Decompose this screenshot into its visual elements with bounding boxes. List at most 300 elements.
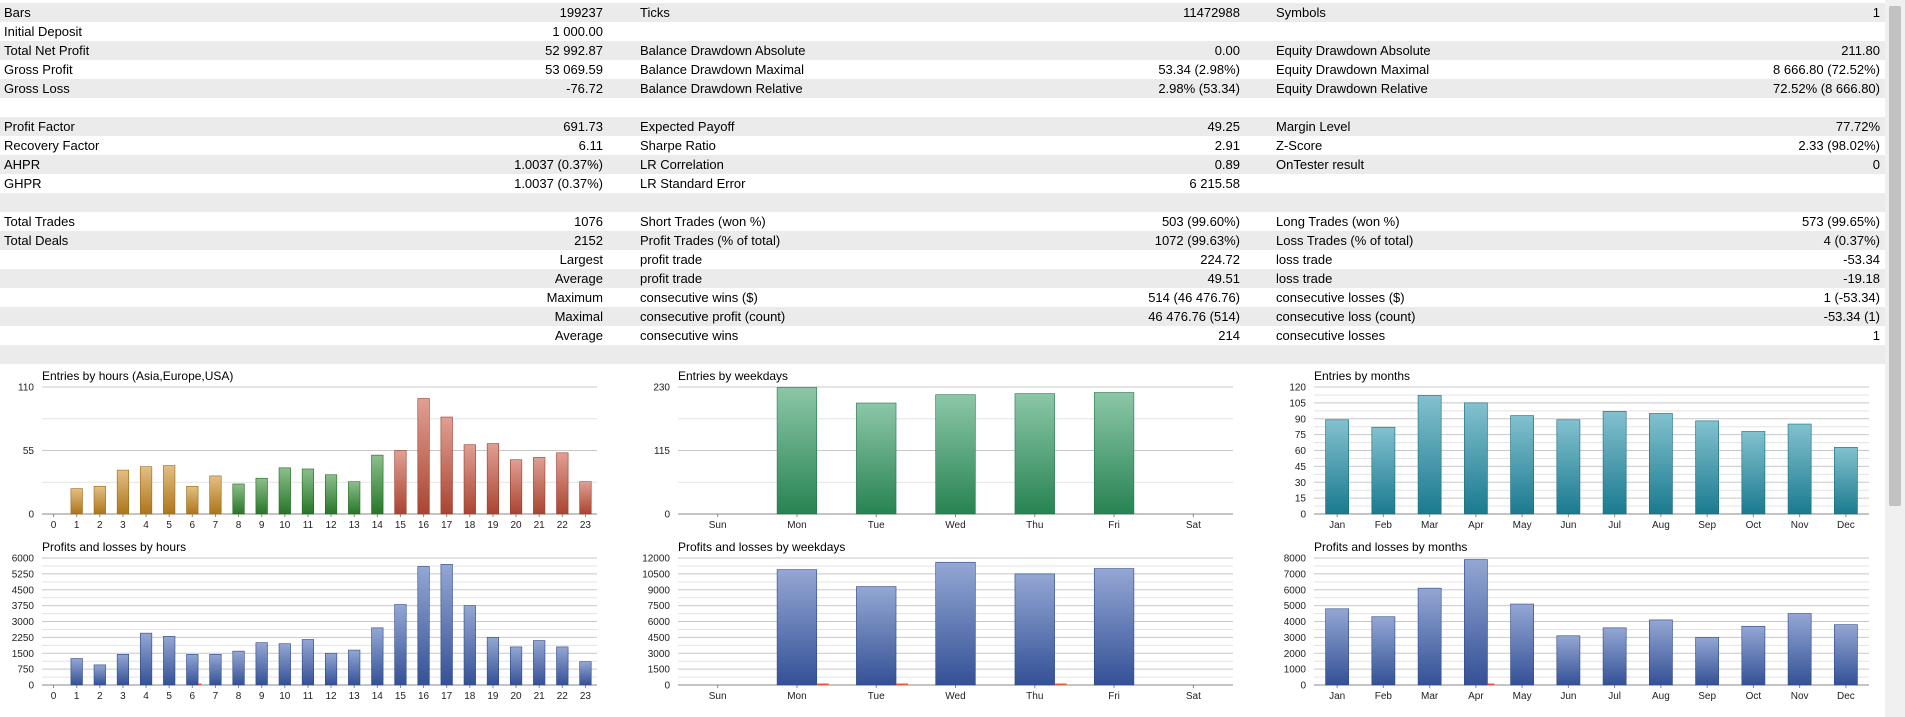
stat-label: consecutive loss (count) bbox=[1276, 309, 1416, 324]
profits-losses-by-hours-chart bbox=[0, 538, 600, 708]
bar bbox=[372, 628, 384, 685]
x-tick-label: 20 bbox=[510, 691, 522, 702]
x-tick-label: Apr bbox=[1468, 520, 1484, 531]
y-tick-label: 75 bbox=[1294, 430, 1306, 442]
bar bbox=[1094, 569, 1134, 685]
stat-value: 53 069.59 bbox=[545, 62, 603, 77]
bar bbox=[1464, 560, 1487, 685]
chart-title: Entries by weekdays bbox=[678, 369, 789, 383]
chart-title: Profits and losses by hours bbox=[42, 540, 187, 554]
x-tick-label: 5 bbox=[166, 691, 172, 702]
bar bbox=[325, 475, 337, 514]
chart-title: Profits and losses by weekdays bbox=[678, 540, 846, 554]
y-tick-label: 5250 bbox=[11, 569, 34, 581]
bar bbox=[348, 650, 360, 685]
x-tick-label: Oct bbox=[1745, 691, 1762, 702]
x-tick-label: Sun bbox=[708, 691, 727, 702]
x-tick-label: Fri bbox=[1108, 520, 1120, 531]
stat-value: 214 bbox=[1218, 328, 1240, 343]
x-tick-label: Mon bbox=[787, 691, 807, 702]
stat-value: 2.91 bbox=[1214, 138, 1240, 153]
bar bbox=[441, 564, 453, 685]
bar bbox=[395, 451, 407, 515]
y-tick-label: 2000 bbox=[1283, 648, 1306, 660]
x-tick-label: 17 bbox=[441, 520, 453, 531]
stat-label: Margin Level bbox=[1276, 119, 1351, 134]
bar bbox=[580, 482, 592, 514]
x-tick-label: 16 bbox=[418, 691, 430, 702]
stats-row bbox=[0, 155, 1885, 174]
chart-canvas bbox=[0, 367, 600, 537]
bar bbox=[302, 469, 314, 514]
x-tick-label: 23 bbox=[579, 691, 591, 702]
x-tick-label: 7 bbox=[212, 691, 219, 702]
stat-value: 72.52% (8 666.80) bbox=[1773, 81, 1880, 96]
chart-title: Profits and losses by months bbox=[1314, 540, 1468, 554]
x-tick-label: Jun bbox=[1560, 691, 1577, 702]
bar bbox=[94, 665, 106, 685]
x-tick-label: Aug bbox=[1651, 520, 1670, 531]
x-tick-label: 2 bbox=[97, 691, 103, 702]
x-tick-label: 16 bbox=[418, 520, 430, 531]
stat-value: 211.80 bbox=[1841, 43, 1880, 58]
x-tick-label: 10 bbox=[279, 520, 291, 531]
y-tick-label: 6000 bbox=[647, 617, 670, 628]
stat-value: 0.89 bbox=[1214, 157, 1240, 172]
x-tick-label: 9 bbox=[258, 520, 265, 531]
stat-value: 573 (99.65%) bbox=[1801, 214, 1880, 229]
bar bbox=[94, 486, 106, 514]
stat-label: Total Deals bbox=[4, 233, 69, 248]
x-tick-label: 13 bbox=[348, 520, 360, 531]
stat-label: AHPR bbox=[4, 157, 41, 172]
x-tick-label: Aug bbox=[1651, 691, 1670, 702]
stat-label: LR Correlation bbox=[640, 157, 724, 172]
stat-value: 53.34 (2.98%) bbox=[1158, 62, 1240, 77]
x-tick-label: Nov bbox=[1790, 691, 1809, 702]
x-tick-label: 20 bbox=[510, 520, 522, 531]
bar bbox=[1788, 424, 1811, 514]
bar bbox=[1015, 574, 1055, 685]
stat-value: Maximum bbox=[546, 290, 603, 305]
bar bbox=[210, 476, 222, 514]
entries-by-months-chart bbox=[1272, 367, 1872, 537]
x-tick-label: 12 bbox=[325, 520, 337, 531]
stats-row bbox=[0, 307, 1885, 326]
bar bbox=[372, 455, 384, 514]
stats-row bbox=[0, 231, 1885, 250]
bar bbox=[1603, 411, 1626, 514]
loss-bar bbox=[198, 684, 201, 686]
bar bbox=[1372, 617, 1395, 685]
x-tick-label: Jan bbox=[1329, 520, 1346, 531]
stats-row bbox=[0, 288, 1885, 307]
x-tick-label: Wed bbox=[945, 691, 966, 702]
x-tick-label: 2 bbox=[97, 520, 103, 531]
x-tick-label: Wed bbox=[945, 520, 966, 531]
x-tick-label: 4 bbox=[143, 691, 149, 702]
y-tick-label: 1500 bbox=[647, 664, 670, 676]
y-tick-label: 230 bbox=[653, 382, 670, 394]
y-tick-label: 6000 bbox=[1283, 585, 1306, 597]
entries-by-hours-chart bbox=[0, 367, 600, 537]
stat-value: 1 000.00 bbox=[552, 24, 603, 39]
x-tick-label: 0 bbox=[50, 520, 57, 531]
y-tick-label: 3000 bbox=[1283, 632, 1306, 644]
x-tick-label: 12 bbox=[325, 691, 337, 702]
y-tick-label: 15 bbox=[1294, 493, 1306, 505]
loss-bar bbox=[1055, 684, 1067, 686]
bar bbox=[1557, 420, 1580, 514]
stat-value: 1072 (99.63%) bbox=[1154, 233, 1240, 248]
bar bbox=[557, 647, 569, 685]
y-tick-label: 4000 bbox=[1283, 617, 1306, 628]
loss-bar bbox=[1487, 684, 1494, 686]
bar bbox=[441, 417, 453, 514]
x-tick-label: 19 bbox=[487, 691, 499, 702]
y-tick-label: 5000 bbox=[1283, 601, 1306, 613]
stat-value: Maximal bbox=[554, 309, 603, 324]
stat-label: Bars bbox=[4, 5, 31, 20]
stat-value: 52 992.87 bbox=[545, 43, 603, 58]
x-tick-label: 13 bbox=[348, 691, 360, 702]
x-tick-label: 18 bbox=[464, 691, 476, 702]
y-tick-label: 0 bbox=[28, 680, 34, 692]
x-tick-label: 22 bbox=[556, 520, 568, 531]
x-tick-label: Dec bbox=[1836, 520, 1855, 531]
bar bbox=[117, 654, 129, 685]
bar bbox=[557, 453, 569, 514]
bar bbox=[1788, 614, 1811, 685]
stats-row bbox=[0, 250, 1885, 269]
stat-label: consecutive losses ($) bbox=[1276, 290, 1405, 305]
bar bbox=[210, 654, 222, 685]
x-tick-label: 19 bbox=[487, 520, 499, 531]
bar bbox=[510, 647, 522, 685]
y-tick-label: 45 bbox=[1294, 461, 1306, 473]
x-tick-label: 21 bbox=[533, 520, 545, 531]
y-tick-label: 115 bbox=[654, 446, 670, 457]
bar bbox=[348, 482, 360, 514]
bar bbox=[71, 489, 83, 514]
chart-title: Entries by hours (Asia,Europe,USA) bbox=[42, 369, 234, 383]
bar bbox=[302, 639, 314, 685]
bar bbox=[71, 659, 83, 685]
stat-value: -19.18 bbox=[1843, 271, 1880, 286]
bar bbox=[163, 636, 175, 685]
bar bbox=[1372, 427, 1395, 514]
stats-row bbox=[0, 193, 1885, 212]
profits-losses-by-weekdays-chart bbox=[636, 538, 1236, 708]
x-tick-label: 23 bbox=[579, 520, 591, 531]
y-tick-label: 0 bbox=[664, 509, 670, 521]
stat-value: Average bbox=[554, 328, 603, 343]
stats-row bbox=[0, 60, 1885, 79]
y-tick-label: 7000 bbox=[1283, 569, 1306, 581]
chart-canvas bbox=[0, 538, 600, 708]
stat-label: profit trade bbox=[640, 252, 703, 267]
bar bbox=[936, 395, 976, 514]
bar bbox=[140, 467, 152, 514]
bar bbox=[1326, 609, 1349, 685]
bar bbox=[1649, 413, 1672, 514]
bar bbox=[1094, 393, 1134, 514]
chart-title: Entries by months bbox=[1314, 369, 1411, 383]
stat-value: 6 215.58 bbox=[1189, 176, 1240, 191]
stat-label: Total Trades bbox=[4, 214, 75, 229]
bar bbox=[777, 570, 817, 685]
stat-value: -53.34 bbox=[1843, 252, 1880, 267]
stat-value: 1 bbox=[1872, 328, 1880, 343]
stat-label: consecutive wins ($) bbox=[640, 290, 758, 305]
y-tick-label: 4500 bbox=[11, 585, 34, 597]
x-tick-label: 3 bbox=[120, 691, 126, 702]
y-tick-label: 90 bbox=[1294, 414, 1306, 426]
y-tick-label: 30 bbox=[1294, 477, 1306, 489]
x-tick-label: Tue bbox=[867, 520, 885, 531]
y-tick-label: 750 bbox=[17, 664, 34, 676]
stat-value: 199237 bbox=[559, 5, 603, 20]
bar bbox=[580, 662, 592, 685]
stats-row bbox=[0, 22, 1885, 41]
x-tick-label: Feb bbox=[1374, 520, 1392, 531]
x-tick-label: 11 bbox=[302, 691, 314, 702]
x-tick-label: Fri bbox=[1108, 691, 1120, 702]
bar bbox=[163, 466, 175, 514]
x-tick-label: 1 bbox=[73, 520, 80, 531]
x-tick-label: Mon bbox=[787, 520, 807, 531]
x-tick-label: Sep bbox=[1698, 691, 1717, 702]
bar bbox=[1015, 394, 1055, 514]
bar bbox=[418, 566, 430, 685]
stat-value: 2.33 (98.02%) bbox=[1798, 138, 1880, 153]
stat-label: Z-Score bbox=[1276, 138, 1323, 153]
x-tick-label: 6 bbox=[189, 520, 196, 531]
x-tick-label: Mar bbox=[1421, 691, 1439, 702]
chart-canvas bbox=[636, 538, 1236, 708]
loss-bar bbox=[896, 684, 908, 686]
x-tick-label: Thu bbox=[1026, 520, 1044, 531]
bar bbox=[418, 399, 430, 514]
stat-value: -76.72 bbox=[566, 81, 603, 96]
stats-row bbox=[0, 212, 1885, 231]
x-tick-label: 15 bbox=[394, 520, 406, 531]
bar bbox=[1834, 447, 1857, 514]
bar bbox=[279, 468, 291, 514]
y-tick-label: 120 bbox=[1289, 382, 1306, 394]
stats-row bbox=[0, 326, 1885, 345]
stat-label: loss trade bbox=[1276, 271, 1333, 286]
x-tick-label: Thu bbox=[1026, 691, 1044, 702]
x-tick-label: 0 bbox=[50, 691, 57, 702]
bar bbox=[777, 388, 817, 514]
x-tick-label: Sat bbox=[1185, 691, 1201, 702]
bar bbox=[1464, 403, 1487, 514]
stat-value: 0.00 bbox=[1214, 43, 1240, 58]
stat-label: Recovery Factor bbox=[4, 138, 100, 153]
bar bbox=[233, 484, 245, 514]
y-tick-label: 0 bbox=[28, 509, 34, 521]
x-tick-label: 6 bbox=[189, 691, 196, 702]
bar bbox=[464, 606, 476, 685]
y-tick-label: 3750 bbox=[11, 601, 34, 613]
y-tick-label: 3000 bbox=[647, 648, 670, 660]
bar bbox=[1696, 421, 1719, 514]
stat-value: 49.25 bbox=[1207, 119, 1240, 134]
stat-value: Largest bbox=[559, 252, 603, 267]
bar bbox=[533, 641, 545, 685]
y-tick-label: 1000 bbox=[1283, 664, 1306, 676]
y-tick-label: 4500 bbox=[647, 632, 670, 644]
stat-label: Equity Drawdown Absolute bbox=[1276, 43, 1431, 58]
y-tick-label: 9000 bbox=[647, 585, 670, 597]
bar bbox=[487, 444, 499, 514]
bar bbox=[279, 644, 291, 685]
chart-canvas bbox=[1272, 367, 1872, 537]
x-tick-label: May bbox=[1512, 520, 1532, 531]
stat-value: 1.0037 (0.37%) bbox=[514, 176, 603, 191]
x-tick-label: 22 bbox=[556, 691, 568, 702]
stat-label: OnTester result bbox=[1276, 157, 1365, 172]
stat-value: 1 (-53.34) bbox=[1823, 290, 1880, 305]
stat-label: consecutive wins bbox=[640, 328, 739, 343]
stat-value: 6.11 bbox=[578, 138, 603, 153]
x-tick-label: Jun bbox=[1560, 520, 1577, 531]
x-tick-label: 11 bbox=[302, 520, 314, 531]
x-tick-label: Mar bbox=[1421, 520, 1439, 531]
x-tick-label: 8 bbox=[235, 520, 242, 531]
stat-label: Balance Drawdown Absolute bbox=[640, 43, 806, 58]
x-tick-label: 14 bbox=[371, 691, 383, 702]
bar bbox=[1326, 420, 1349, 514]
bar bbox=[256, 478, 268, 514]
stat-value: 0 bbox=[1872, 157, 1880, 172]
stats-row bbox=[0, 345, 1885, 364]
stat-value: 514 (46 476.76) bbox=[1148, 290, 1240, 305]
stat-value: 49.51 bbox=[1207, 271, 1240, 286]
stats-row bbox=[0, 136, 1885, 155]
x-tick-label: Feb bbox=[1374, 691, 1392, 702]
vertical-scrollbar[interactable] bbox=[1885, 0, 1905, 717]
bar bbox=[1742, 431, 1765, 514]
chart-canvas bbox=[636, 367, 1236, 537]
statistics-table bbox=[0, 3, 1885, 364]
bar bbox=[1742, 626, 1765, 685]
x-tick-label: 3 bbox=[120, 520, 126, 531]
bar bbox=[325, 653, 337, 685]
x-tick-label: Sep bbox=[1698, 520, 1717, 531]
bar bbox=[464, 445, 476, 514]
stat-label: GHPR bbox=[4, 176, 42, 191]
x-tick-label: Jul bbox=[1608, 691, 1622, 702]
stats-row bbox=[0, 98, 1885, 117]
x-tick-label: 14 bbox=[371, 520, 383, 531]
stat-label: Short Trades (won %) bbox=[640, 214, 766, 229]
y-tick-label: 7500 bbox=[647, 601, 670, 613]
x-tick-label: Jul bbox=[1608, 520, 1622, 531]
bar bbox=[1696, 637, 1719, 685]
x-tick-label: Sat bbox=[1185, 520, 1201, 531]
stat-label: Long Trades (won %) bbox=[1276, 214, 1400, 229]
x-tick-label: 5 bbox=[166, 520, 172, 531]
bar bbox=[1649, 620, 1672, 685]
stat-label: Balance Drawdown Relative bbox=[640, 81, 803, 96]
x-tick-label: Apr bbox=[1468, 691, 1484, 702]
stat-value: 691.73 bbox=[563, 119, 603, 134]
x-tick-label: Nov bbox=[1790, 520, 1809, 531]
bar bbox=[487, 637, 499, 685]
stat-label: Gross Loss bbox=[4, 81, 70, 96]
y-tick-label: 0 bbox=[1300, 509, 1306, 521]
bar bbox=[856, 403, 896, 514]
y-tick-label: 110 bbox=[18, 382, 34, 394]
y-tick-label: 0 bbox=[1300, 680, 1306, 692]
scrollbar-thumb[interactable] bbox=[1889, 6, 1901, 506]
bar bbox=[1511, 416, 1534, 514]
stat-label: profit trade bbox=[640, 271, 703, 286]
y-tick-label: 55 bbox=[22, 446, 34, 457]
stat-label: Profit Factor bbox=[4, 119, 75, 134]
stat-value: -53.34 (1) bbox=[1823, 309, 1880, 324]
bar bbox=[1603, 628, 1626, 685]
bar bbox=[533, 457, 545, 514]
bar bbox=[117, 470, 129, 514]
entries-by-weekdays-chart bbox=[636, 367, 1236, 537]
bar bbox=[856, 587, 896, 685]
stats-row bbox=[0, 269, 1885, 288]
stat-label: Sharpe Ratio bbox=[640, 138, 716, 153]
x-tick-label: 10 bbox=[279, 691, 291, 702]
bar bbox=[1418, 395, 1441, 514]
stat-value: 2152 bbox=[574, 233, 603, 248]
stat-label: Loss Trades (% of total) bbox=[1276, 233, 1414, 248]
stat-label: loss trade bbox=[1276, 252, 1333, 267]
stat-value: 2.98% (53.34) bbox=[1158, 81, 1240, 96]
bar bbox=[510, 460, 522, 514]
y-tick-label: 105 bbox=[1289, 398, 1306, 410]
stats-row bbox=[0, 79, 1885, 98]
profits-losses-by-months-chart bbox=[1272, 538, 1872, 708]
stats-row bbox=[0, 3, 1885, 22]
stat-value: 8 666.80 (72.52%) bbox=[1773, 62, 1880, 77]
x-tick-label: Dec bbox=[1836, 691, 1855, 702]
stat-label: Balance Drawdown Maximal bbox=[640, 62, 805, 77]
stat-label: LR Standard Error bbox=[640, 176, 746, 191]
stat-value: 1 bbox=[1872, 5, 1880, 20]
x-tick-label: 15 bbox=[394, 691, 406, 702]
stat-value: Average bbox=[554, 271, 603, 286]
bar bbox=[1511, 604, 1534, 685]
stat-label: Gross Profit bbox=[4, 62, 73, 77]
stat-label: consecutive losses bbox=[1276, 328, 1386, 343]
stat-value: 503 (99.60%) bbox=[1161, 214, 1240, 229]
bar bbox=[187, 654, 199, 685]
stat-label: Equity Drawdown Relative bbox=[1276, 81, 1428, 96]
x-tick-label: 7 bbox=[212, 520, 219, 531]
stat-label: consecutive profit (count) bbox=[640, 309, 786, 324]
x-tick-label: 21 bbox=[533, 691, 545, 702]
x-tick-label: Oct bbox=[1745, 520, 1762, 531]
stat-value: 1.0037 (0.37%) bbox=[514, 157, 603, 172]
stat-value: 46 476.76 (514) bbox=[1148, 309, 1240, 324]
y-tick-label: 10500 bbox=[642, 569, 670, 581]
x-tick-label: May bbox=[1512, 691, 1532, 702]
stat-value: 224.72 bbox=[1200, 252, 1240, 267]
stat-label: Total Net Profit bbox=[4, 43, 90, 58]
x-tick-label: 18 bbox=[464, 520, 476, 531]
stats-row bbox=[0, 41, 1885, 60]
x-tick-label: 9 bbox=[258, 691, 265, 702]
